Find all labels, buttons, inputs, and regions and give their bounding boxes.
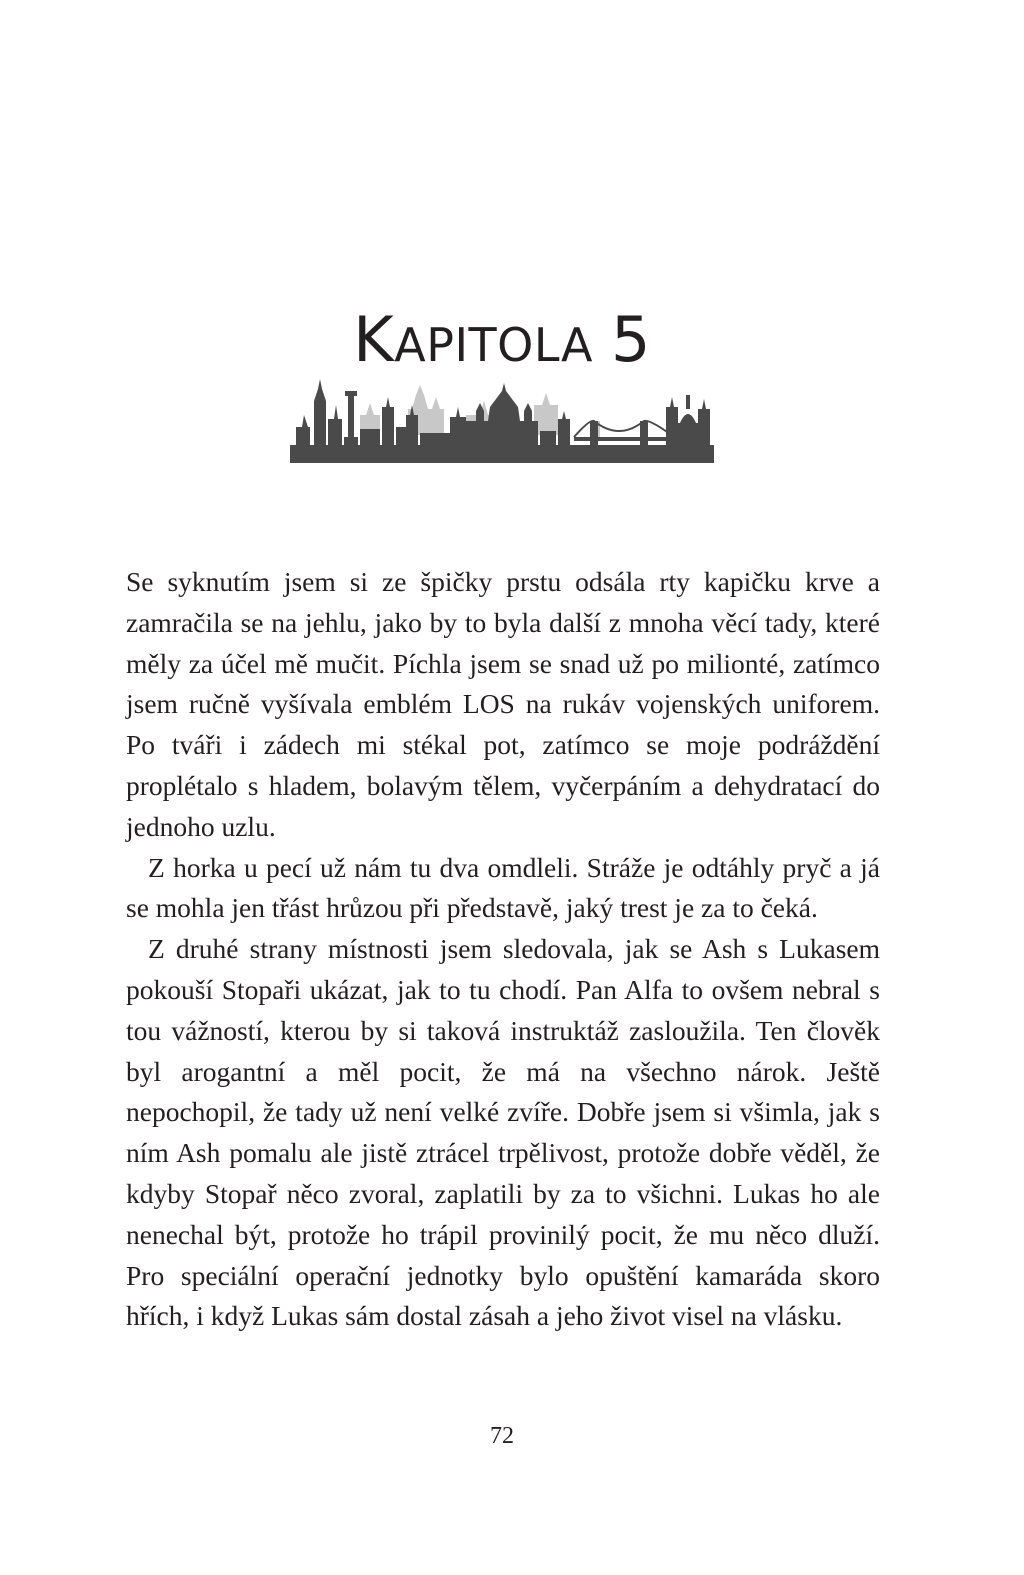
chapter-title-word: APITOLA [394, 318, 593, 373]
city-skyline-ornament [290, 375, 714, 463]
paragraph: Z horka u pecí už nám tu dva omdleli. Stráže je odtáhly pryč a já se mohla jen třást hrůzou při představě, jaký trest je za to čeká. [126, 851, 880, 924]
chapter-number: 5 [610, 303, 651, 377]
skyline-foreground [290, 379, 714, 463]
chapter-title [0, 303, 1004, 376]
paragraph: Se syknutím jsem si ze špičky prstu odsála rty kapičku krve a zamračila se na jehlu, jako by to byla další z mnoha věcí tady, které měly za účel mě mučit. Píchla jsem se snad už po milionté, zatímco jsem ručně vyšívala emblém LOS na rukáv vojenských uniforem. Po tváři i zádech mi stékal pot, zatímco se moje podráždění proplétalo s hladem, bolavým tělem, vyčerpáním a dehydratací do jednoho uzlu. [126, 566, 880, 842]
paragraph: Z druhé strany místnosti jsem sledovala, jak se Ash s Lukasem pokouší Stopaři ukázat, jak to tu chodí. Pan Alfa to ovšem nebral s tou vážností, kterou by si taková instruktáž zasloužila. Ten člověk byl arogantní a měl pocit, že má na všechno nárok. Ještě nepochopil, že tady už není velké zvíře. Dobře jsem si všimla, jak s ním Ash pomalu ale jistě ztrácel trpělivost, protože dobře věděl, že kdyby Stopař něco zvoral, zaplatili by za to všichni. Lukas ho ale nenechal být, protože ho trápil provinilý pocit, že mu něco dluží. Pro speciální operační jednotky bylo opuštění kamaráda skoro hřích, i když Lukas sám dostal zásah a jeho život visel na vlásku. [126, 933, 880, 1332]
chapter-title-initial: K [353, 303, 395, 377]
page-number: 72 [490, 1423, 514, 1449]
chapter-body [126, 562, 880, 1337]
